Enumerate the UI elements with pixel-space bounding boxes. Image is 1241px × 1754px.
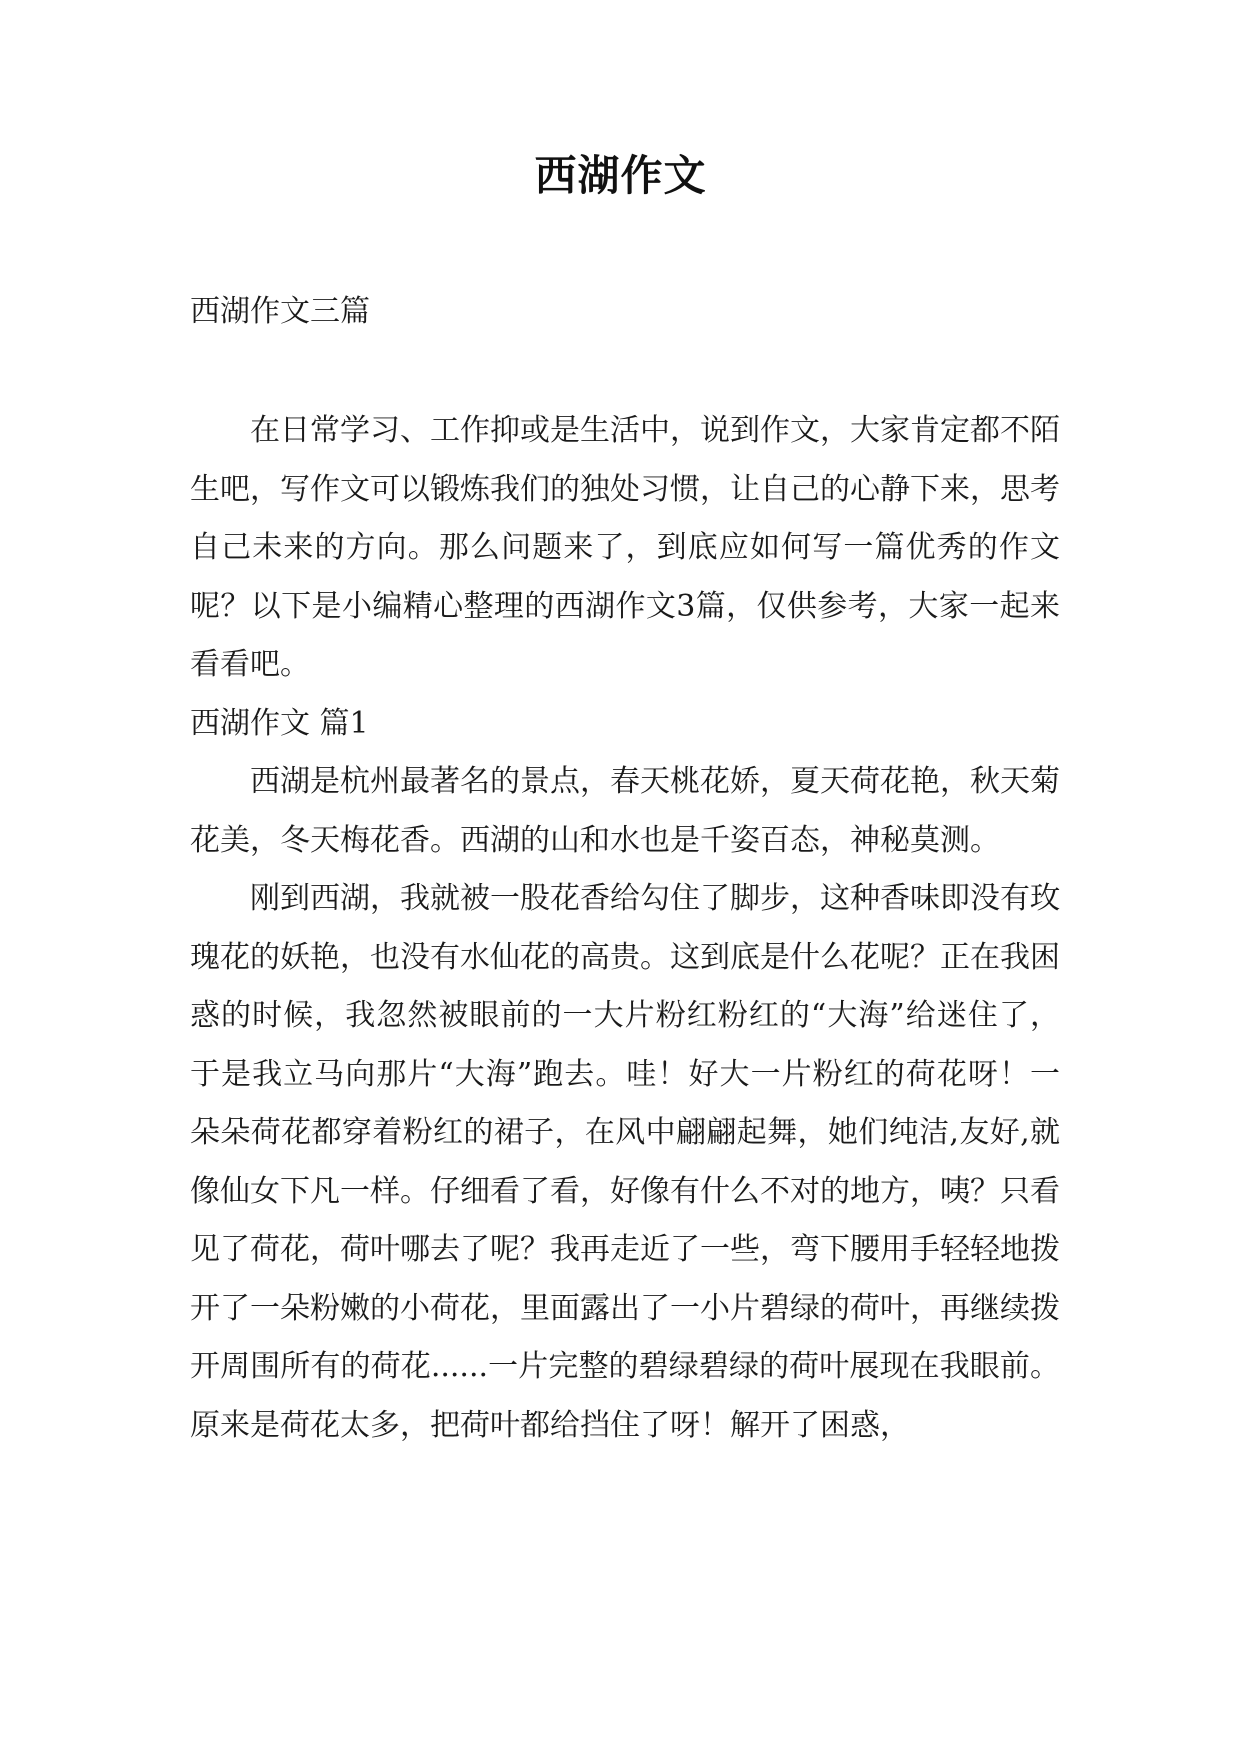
- intro-paragraph: 在日常学习、工作抑或是生活中，说到作文，大家肯定都不陌生吧，写作文可以锻炼我们的独处习惯，让自己的心静下来，思考自己未来的方向。那么问题来了，到底应如何写一篇优秀的作文呢？以下是小编精心整理的西湖作文3篇，仅供参考，大家一起来看看吧。: [190, 413, 1060, 682]
- section-paragraph-2: 刚到西湖，我就被一股花香给勾住了脚步，这种香味即没有玫瑰花的妖艳，也没有水仙花的高贵。这到底是什么花呢？正在我困惑的时候，我忽然被眼前的一大片粉红粉红的“大海”给迷住了，于是我立马向那片“大海”跑去。哇！好大一片粉红的荷花呀！一朵朵荷花都穿着粉红的裙子，在风中翩翩起舞，她们纯洁,友好,就像仙女下凡一样。仔细看了看，好像有什么不对的地方，咦？只看见了荷花，荷叶哪去了呢？我再走近了一些，弯下腰用手轻轻地拨开了一朵粉嫩的小荷花，里面露出了一小片碧绿的荷叶，再继续拨开周围所有的荷花......一片完整的碧绿碧绿的荷叶展现在我眼前。原来是荷花太多，把荷叶都给挡住了呀！解开了困惑，: [190, 881, 1060, 1443]
- document-body: [190, 402, 1060, 1455]
- section-heading: 西湖作文 篇1: [190, 705, 369, 741]
- section-paragraph-1: 西湖是杭州最著名的景点，春天桃花娇，夏天荷花艳，秋天菊花美，冬天梅花香。西湖的山和水也是千姿百态，神秘莫测。: [190, 764, 1060, 858]
- document-subtitle: 西湖作文三篇: [190, 294, 370, 329]
- document-title: 西湖作文: [534, 151, 707, 200]
